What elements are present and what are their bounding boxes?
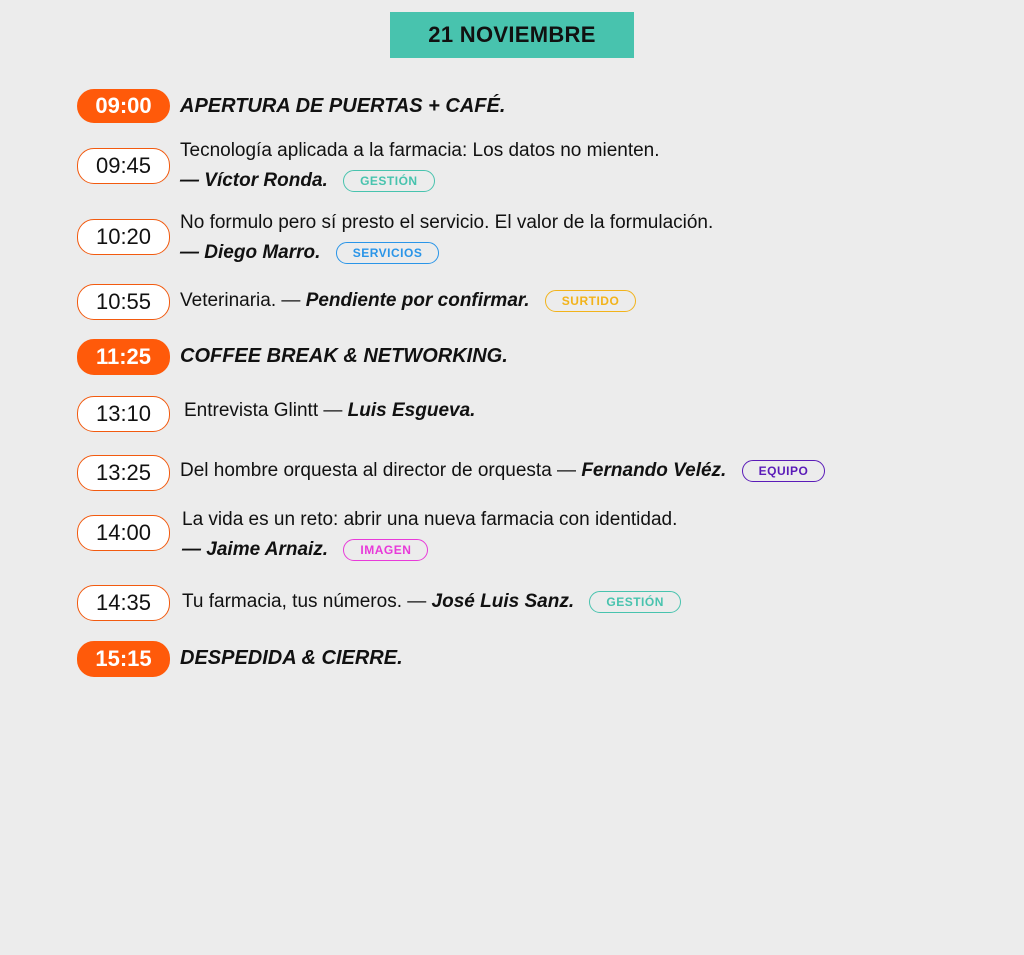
speaker-name: Luis Esgueva. — [347, 400, 476, 421]
agenda-item-0945 — [0, 136, 1024, 200]
agenda-item-1400 — [0, 505, 1024, 569]
time-badge: 15:15 — [77, 641, 170, 677]
agenda-item-1055 — [0, 284, 1024, 320]
session-title: La vida es un reto: abrir una nueva farmacia con identidad. — [182, 509, 678, 530]
agenda-content — [180, 136, 660, 196]
time-badge: 11:25 — [77, 339, 170, 375]
agenda-item-1020 — [0, 208, 1024, 272]
session-title: Del hombre orquesta al director de orquesta — — [180, 460, 577, 481]
time-badge: 09:45 — [77, 148, 170, 184]
speaker-name: Fernando Veléz. — [581, 460, 727, 481]
agenda-item-1325 — [0, 455, 1024, 491]
time-badge: 13:10 — [77, 396, 170, 432]
agenda-item-1435 — [0, 585, 1024, 621]
session-title: No formulo pero sí presto el servicio. El valor de la formulación. — [180, 212, 714, 233]
session-title: DESPEDIDA & CIERRE. — [180, 647, 403, 669]
agenda-title — [180, 341, 508, 372]
time-badge: 09:00 — [77, 89, 170, 123]
agenda-item-1125 — [0, 339, 1024, 375]
agenda-content — [184, 396, 475, 426]
date-banner — [390, 12, 634, 58]
agenda-content — [180, 456, 825, 486]
agenda-title — [180, 643, 403, 674]
agenda-content — [182, 505, 677, 565]
speaker-name: Pendiente por confirmar. — [305, 290, 530, 311]
category-tag-gestion: GESTIÓN — [343, 170, 435, 192]
agenda-item-0900 — [0, 89, 1024, 123]
session-title: Veterinaria. — — [180, 290, 301, 311]
speaker-name: — Diego Marro. — [180, 242, 321, 263]
time-badge: 14:35 — [77, 585, 170, 621]
agenda-item-1310 — [0, 396, 1024, 432]
session-title: Tu farmacia, tus números. — — [182, 591, 427, 612]
agenda-title — [180, 91, 505, 122]
category-tag-surtido: SURTIDO — [545, 290, 637, 312]
agenda-content — [182, 587, 681, 617]
time-badge: 14:00 — [77, 515, 170, 551]
time-badge: 10:55 — [77, 284, 170, 320]
agenda-content — [180, 208, 713, 268]
session-title: Tecnología aplicada a la farmacia: Los datos no mienten. — [180, 140, 660, 161]
session-title: APERTURA DE PUERTAS + CAFÉ. — [180, 95, 506, 117]
session-title: Entrevista Glintt — — [184, 400, 343, 421]
session-title: COFFEE BREAK & NETWORKING. — [180, 345, 508, 367]
time-badge: 13:25 — [77, 455, 170, 491]
category-tag-gestion: GESTIÓN — [589, 591, 681, 613]
speaker-name: — Víctor Ronda. — [180, 170, 328, 191]
category-tag-equipo: EQUIPO — [742, 460, 826, 482]
agenda-item-1515 — [0, 641, 1024, 677]
agenda-content — [180, 286, 636, 316]
date-label: 21 NOVIEMBRE — [428, 22, 596, 47]
category-tag-servicios: SERVICIOS — [336, 242, 440, 264]
speaker-name: José Luis Sanz. — [431, 591, 575, 612]
speaker-name: — Jaime Arnaiz. — [182, 539, 329, 560]
time-badge: 10:20 — [77, 219, 170, 255]
category-tag-imagen: IMAGEN — [343, 539, 428, 561]
